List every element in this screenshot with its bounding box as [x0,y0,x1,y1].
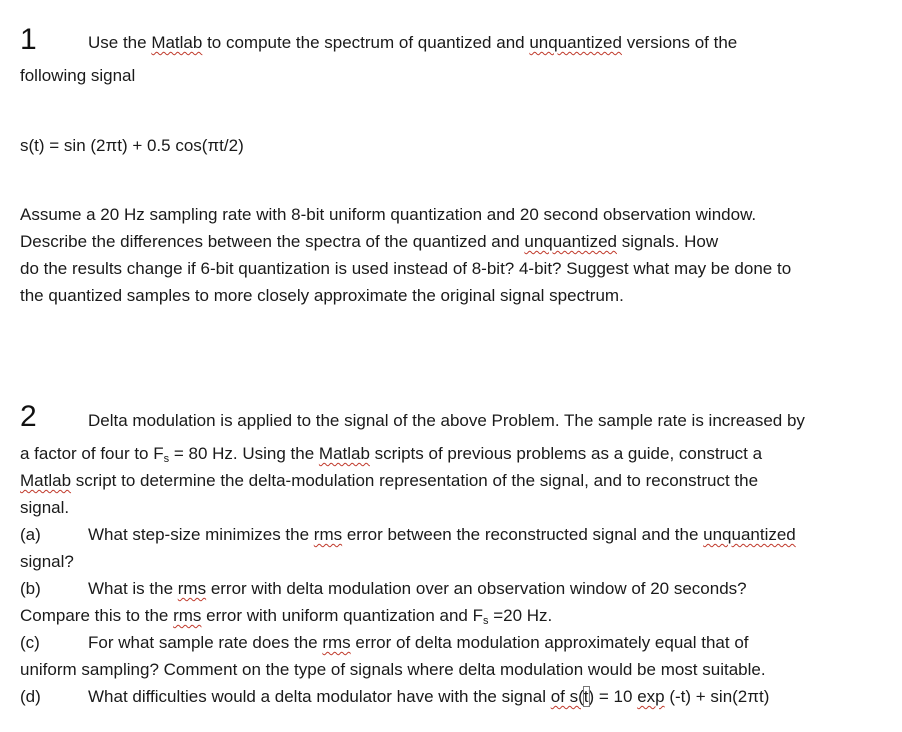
spellcheck-word: rms [177,579,207,598]
problem-1-paragraph-line-2: Describe the differences between the spectra of the quantized and unquantized signals. How [20,232,719,251]
part-a-text: What step-size minimizes the rms error between the reconstructed signal and the unquantized [88,525,796,544]
spellcheck-word: unquantized [524,232,617,251]
part-a-continuation: signal? [20,552,74,571]
spellcheck-word: rms [173,606,202,625]
problem-1-paragraph-line-1: Assume a 20 Hz sampling rate with 8-bit uniform quantization and 20 second observation window. [20,205,757,224]
spellcheck-word: rms [313,525,343,544]
spellcheck-word: unquantized [703,525,796,544]
problem-2-line-2: a factor of four to $F_s = 80$ Hz. Using the Matlab scripts of previous problems as a guide, construct a [20,444,763,465]
part-d-label: (d) [20,687,41,706]
spellcheck-word: unquantized [529,33,622,52]
spellcheck-word: of s( [550,687,584,706]
problem-1-paragraph-line-3: do the results change if 6-bit quantization is used instead of 8-bit? 4-bit? Suggest what may be done to [20,259,792,278]
cursor-highlight: t [583,687,589,706]
problem-1-number: 1 [20,23,37,56]
problem-1-paragraph-line-4: the quantized samples to more closely approximate the original signal spectrum. [20,286,624,305]
part-b-label: (b) [20,579,41,598]
problem-1-line-1: Use the Matlab to compute the spectrum of quantized and unquantized versions of the [88,33,738,52]
spellcheck-word: Matlab [318,444,370,463]
problem-2-line-3: Matlab script to determine the delta-modulation representation of the signal, and to reconstruct the [20,471,759,490]
spellcheck-word: rms [322,633,351,652]
problem-1-line-2: following signal [20,66,136,85]
problem-2-number: 2 [20,400,37,433]
spellcheck-word: Matlab [151,33,203,52]
part-d-text: What difficulties would a delta modulator have with the signal of s(t) = 10 exp (-t) + sin(2πt) [88,687,770,706]
spellcheck-word: exp [637,687,665,706]
part-b-text: What is the rms error with delta modulation over an observation window of 20 seconds? [88,579,747,598]
problem-2-line-4: signal. [20,498,70,517]
part-c-text: For what sample rate does the rms error of delta modulation approximately equal that of [88,633,749,652]
part-a-label: (a) [20,525,41,544]
spellcheck-word: Matlab [20,471,72,490]
problem-2-line-1: Delta modulation is applied to the signal of the above Problem. The sample rate is increased by [88,411,805,430]
part-c-continuation: uniform sampling? Comment on the type of signals where delta modulation would be most suitable. [20,660,766,679]
signal-equation: s(t) = sin (2πt) + 0.5 cos(πt/2) [20,136,244,155]
part-b-continuation: Compare this to the rms error with uniform quantization and $F_s =20$ Hz. [20,606,553,627]
part-c-label: (c) [20,633,40,652]
